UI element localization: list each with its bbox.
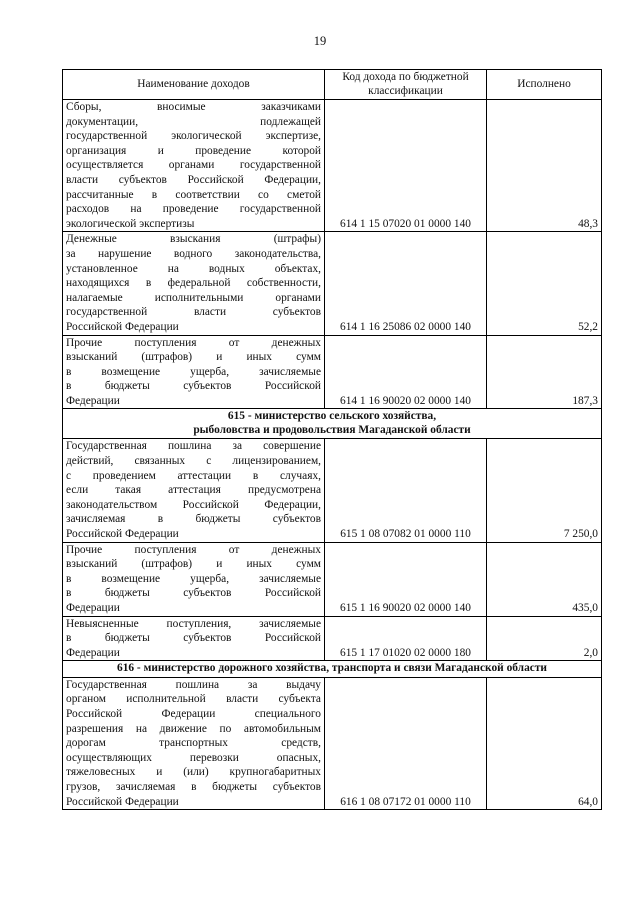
table-row — [63, 542, 602, 616]
revenue-name-line: в бюджеты субъектов Российской — [66, 587, 321, 600]
section-title-line: рыболовства и продовольствия Магаданской области — [193, 423, 471, 436]
table-row — [63, 616, 602, 661]
section-title-line: 616 - министерство дорожного хозяйства, транспорта и связи Магаданской области — [117, 662, 547, 675]
revenue-name-line: разрешения на движение по автомобильным — [66, 722, 321, 735]
revenue-name-line: тяжеловесных и (или) крупногабаритных — [66, 766, 321, 779]
revenue-name-line: в бюджеты субъектов Российской — [66, 380, 321, 393]
executed-amount: 48,3 — [487, 100, 602, 232]
table-row — [63, 100, 602, 232]
revenue-name-line: документации, подлежащей — [66, 115, 321, 128]
revenue-name — [63, 542, 325, 616]
table-row — [63, 439, 602, 542]
revenue-name-line: Федерации — [66, 646, 120, 659]
revenue-name-line: в бюджеты субъектов Российской — [66, 632, 321, 645]
revenue-name-line: грузов, зачисляемая в бюджеты субъектов — [66, 781, 321, 794]
revenue-code: 614 1 16 25086 02 0000 140 — [325, 232, 487, 335]
revenue-name-line: установленное на водных объектах, — [66, 262, 321, 275]
revenue-name — [63, 335, 325, 409]
revenue-name-line: налагаемые исполнительными органами — [66, 291, 321, 304]
revenue-name-line: взысканий (штрафов) и иных сумм — [66, 351, 321, 364]
revenue-code: 615 1 08 07082 01 0000 110 — [325, 439, 487, 542]
header-revenue-code: Код дохода по бюджетной классификации — [325, 70, 487, 100]
revenue-name-line: Федерации — [66, 602, 120, 614]
table-row — [63, 677, 602, 809]
revenue-name-line: Российской Федерации — [66, 795, 179, 808]
section-title-line: 615 - министерство сельского хозяйства, — [227, 410, 437, 423]
table-row — [63, 232, 602, 335]
executed-amount: 2,0 — [487, 616, 602, 661]
revenue-name-line: зачисляемая в бюджеты субъектов — [66, 513, 321, 526]
revenue-name-line: Сборы, вносимые заказчиками — [66, 101, 321, 113]
revenue-table — [62, 69, 602, 810]
revenue-name — [63, 232, 325, 335]
revenue-name-line: государственной власти субъектов — [66, 306, 321, 319]
revenue-name-line: организация и проведение которой — [66, 144, 321, 157]
executed-amount: 64,0 — [487, 677, 602, 809]
executed-amount: 435,0 — [487, 542, 602, 616]
revenue-name-line: действий, связанных с лицензированием, — [66, 455, 321, 468]
revenue-name-line: Федерации — [66, 394, 120, 407]
revenue-name-line: осуществляется органами государственной — [66, 159, 321, 172]
executed-amount: 52,2 — [487, 232, 602, 335]
revenue-name-line: расходов на проведение государственной — [66, 203, 321, 216]
executed-amount: 187,3 — [487, 335, 602, 409]
revenue-name-line: взысканий (штрафов) и иных сумм — [66, 558, 321, 571]
revenue-name-line: если такая аттестация предусмотрена — [66, 484, 321, 497]
revenue-name-line: Государственная пошлина за совершение — [66, 440, 321, 453]
executed-amount: 7 250,0 — [487, 439, 602, 542]
section-title — [63, 409, 602, 439]
page-number: 19 — [313, 34, 327, 48]
revenue-name-line: рассчитанные в соответствии со сметой — [66, 188, 321, 201]
revenue-code: 614 1 16 90020 02 0000 140 — [325, 335, 487, 409]
revenue-code: 615 1 16 90020 02 0000 140 — [325, 542, 487, 616]
revenue-name-line: Прочие поступления от денежных — [66, 336, 321, 349]
revenue-name-line: Российской Федерации — [66, 528, 179, 541]
revenue-name-line: осуществляющих перевозки опасных, — [66, 751, 321, 764]
revenue-name — [63, 439, 325, 542]
revenue-name-line: с проведением аттестации в случаях, — [66, 469, 321, 482]
revenue-name — [63, 100, 325, 232]
section-row — [63, 661, 602, 678]
table-header-row — [63, 70, 602, 100]
section-title — [63, 661, 602, 678]
revenue-code: 616 1 08 07172 01 0000 110 — [325, 677, 487, 809]
revenue-name-line: власти субъектов Российской Федерации, — [66, 173, 321, 186]
revenue-name-line: в возмещение ущерба, зачисляемые — [66, 572, 321, 585]
revenue-name — [63, 677, 325, 809]
header-revenue-name: Наименование доходов — [63, 70, 325, 100]
revenue-name-line: в возмещение ущерба, зачисляемые — [66, 365, 321, 378]
section-row — [63, 409, 602, 439]
revenue-code: 615 1 17 01020 02 0000 180 — [325, 616, 487, 661]
revenue-name-line: Российской Федерации — [66, 320, 179, 333]
revenue-name-line: Российской Федерации специального — [66, 708, 321, 721]
revenue-name-line: законодательством Российской Федерации, — [66, 498, 321, 511]
table-body — [63, 100, 602, 810]
revenue-name-line: Денежные взыскания (штрафы) — [66, 233, 321, 246]
revenue-name-line: органом исполнительной власти субъекта — [66, 693, 321, 706]
revenue-name-line: Невыясненные поступления, зачисляемые — [66, 617, 321, 630]
revenue-name-line: за нарушение водного законодательства, — [66, 247, 321, 260]
table-row — [63, 335, 602, 409]
revenue-code: 614 1 15 07020 01 0000 140 — [325, 100, 487, 232]
revenue-name-line: Прочие поступления от денежных — [66, 543, 321, 556]
header-executed: Исполнено — [487, 70, 602, 100]
revenue-name-line: находящихся в федеральной собственности, — [66, 277, 321, 290]
revenue-name — [63, 616, 325, 661]
revenue-name-line: Государственная пошлина за выдачу — [66, 678, 321, 691]
revenue-name-line: экологической экспертизы — [66, 217, 195, 230]
revenue-name-line: государственной экологической экспертизе, — [66, 130, 321, 143]
revenue-name-line: дорогам транспортных средств, — [66, 737, 321, 750]
